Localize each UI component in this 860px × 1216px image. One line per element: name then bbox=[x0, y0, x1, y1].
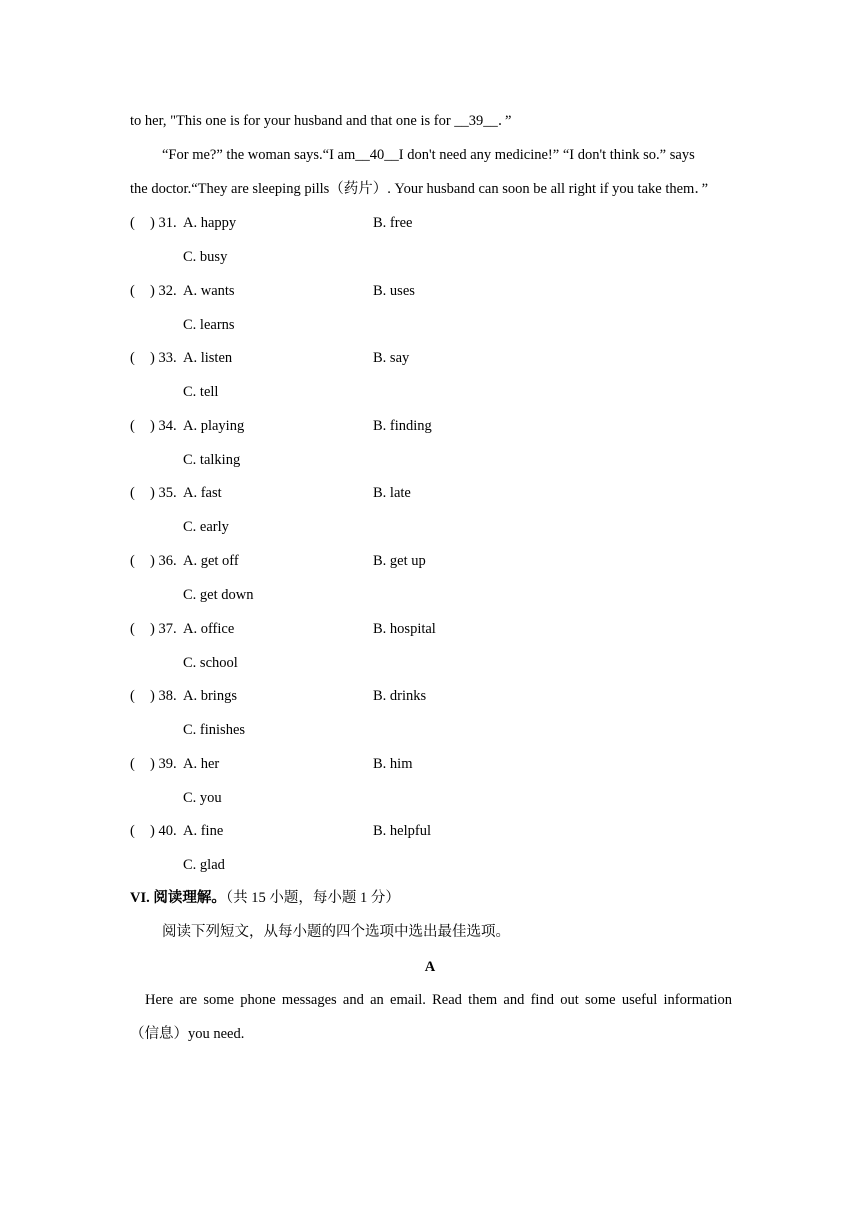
question-number: ) 40. bbox=[150, 823, 177, 839]
option-b: B. late bbox=[373, 485, 411, 501]
option-a: A. wants bbox=[183, 283, 235, 299]
answer-blank[interactable]: ( bbox=[130, 485, 135, 501]
option-a: A. fast bbox=[183, 485, 222, 501]
option-c: C. talking bbox=[183, 452, 241, 468]
option-b: B. get up bbox=[373, 553, 426, 569]
answer-blank[interactable]: ( bbox=[130, 823, 135, 839]
option-c: C. school bbox=[183, 655, 238, 671]
question-number: ) 32. bbox=[150, 283, 177, 299]
answer-blank[interactable]: ( bbox=[130, 418, 135, 434]
option-b: B. hospital bbox=[373, 621, 436, 637]
option-c: C. you bbox=[183, 790, 222, 806]
section-heading-title: VI. 阅读理解。 bbox=[130, 890, 226, 906]
option-c: C. early bbox=[183, 519, 229, 535]
answer-blank[interactable]: ( bbox=[130, 688, 135, 704]
intro-line-1-text: Here are some phone messages and an email. Read them and find out some useful information bbox=[145, 992, 732, 1008]
answer-blank[interactable]: ( bbox=[130, 553, 135, 569]
option-b: B. helpful bbox=[373, 823, 431, 839]
passage-line-1: to her, "This one is for your husband and that one is for __39__．” bbox=[130, 113, 512, 129]
answer-blank[interactable]: ( bbox=[130, 756, 135, 772]
answer-blank[interactable]: ( bbox=[130, 350, 135, 366]
question-number: ) 34. bbox=[150, 418, 177, 434]
question-number: ) 39. bbox=[150, 756, 177, 772]
option-b: B. free bbox=[373, 215, 413, 231]
intro-line-2: （信息）you need. bbox=[130, 1026, 245, 1042]
option-b: B. drinks bbox=[373, 688, 427, 704]
answer-blank[interactable]: ( bbox=[130, 215, 135, 231]
option-a: A. fine bbox=[183, 823, 224, 839]
option-c: C. tell bbox=[183, 384, 219, 400]
section-instruction: 阅读下列短文，从每小题的四个选项中选出最佳选项。 bbox=[162, 924, 510, 940]
option-c: C. finishes bbox=[183, 722, 246, 738]
section-heading-note: （共 15 小题，每小题 1 分） bbox=[225, 890, 400, 906]
question-number: ) 31. bbox=[150, 215, 177, 231]
option-a: A. her bbox=[183, 756, 220, 772]
question-number: ) 37. bbox=[150, 621, 177, 637]
option-b: B. say bbox=[373, 350, 410, 366]
option-b: B. uses bbox=[373, 283, 415, 299]
question-number: ) 36. bbox=[150, 553, 177, 569]
option-c: C. glad bbox=[183, 857, 225, 873]
option-c: C. busy bbox=[183, 249, 228, 265]
option-a: A. happy bbox=[183, 215, 237, 231]
option-a: A. office bbox=[183, 621, 235, 637]
passage-line-2: “For me?” the woman says.“I am__40__I don't need any medicine!” “I don't think so.” says bbox=[162, 147, 695, 163]
option-b: B. finding bbox=[373, 418, 432, 434]
question-number: ) 38. bbox=[150, 688, 177, 704]
option-c: C. get down bbox=[183, 587, 254, 603]
option-a: A. get off bbox=[183, 553, 239, 569]
answer-blank[interactable]: ( bbox=[130, 283, 135, 299]
option-a: A. brings bbox=[183, 688, 237, 704]
option-a: A. listen bbox=[183, 350, 233, 366]
answer-blank[interactable]: ( bbox=[130, 621, 135, 637]
option-b: B. him bbox=[373, 756, 413, 772]
intro-line-1 bbox=[130, 990, 732, 1010]
question-number: ) 33. bbox=[150, 350, 177, 366]
question-number: ) 35. bbox=[150, 485, 177, 501]
option-c: C. learns bbox=[183, 317, 235, 333]
part-label: A bbox=[424, 959, 436, 975]
option-a: A. playing bbox=[183, 418, 245, 434]
passage-line-3: the doctor.“They are sleeping pills（药片）. Your husband can soon be all right if you take them．” bbox=[130, 181, 709, 197]
section-heading bbox=[130, 888, 400, 908]
